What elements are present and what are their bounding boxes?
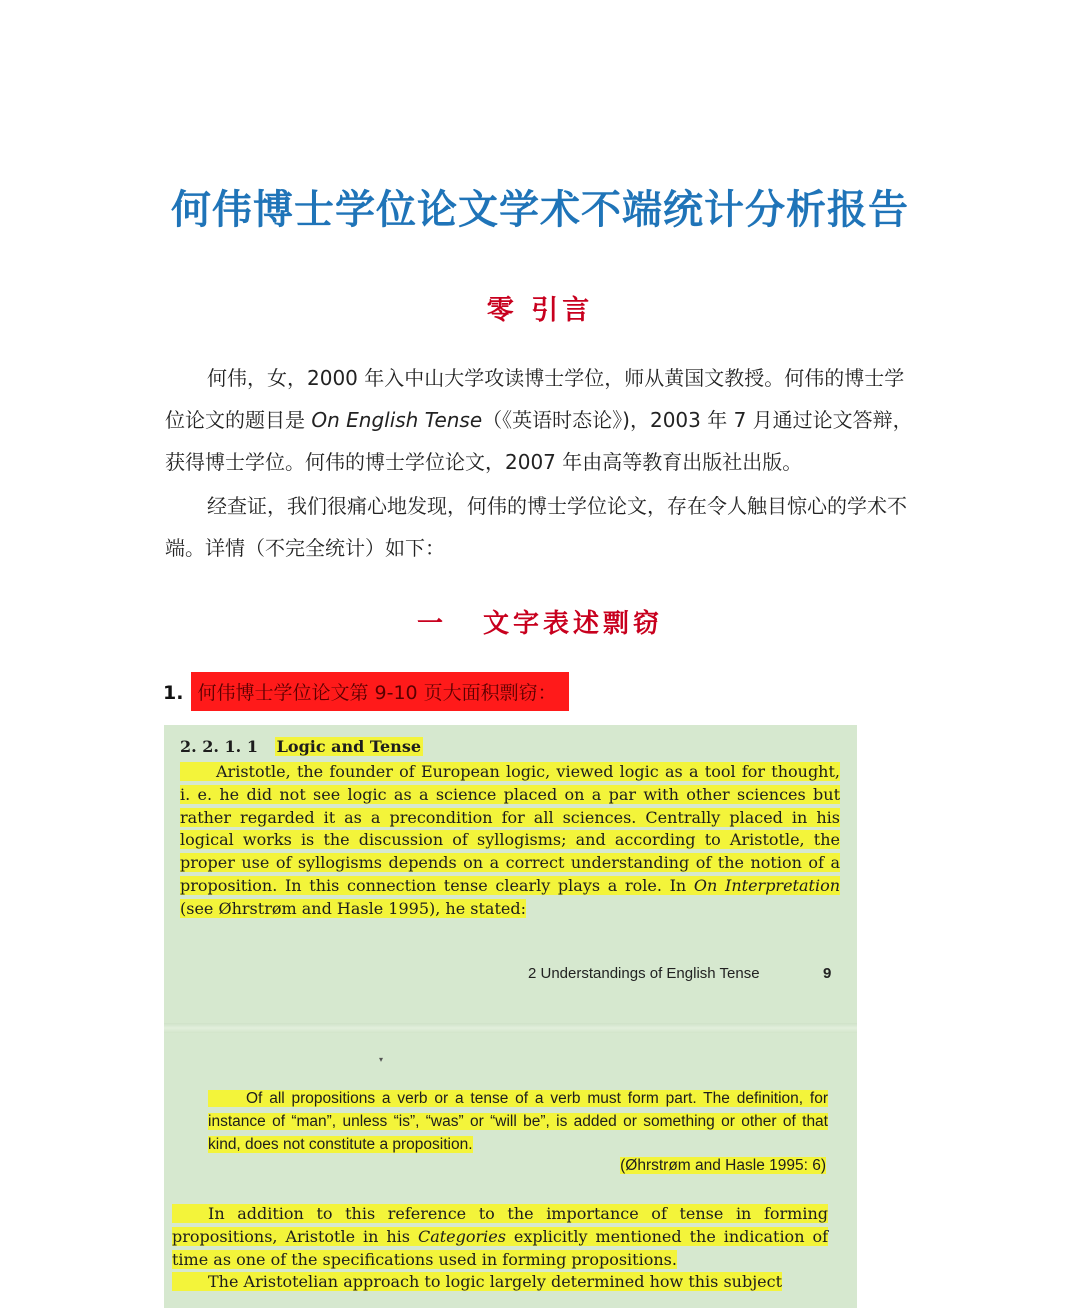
intro-text-a: 何伟，女，2000 年入中山大学攻读博士学位，师从黄国文教授。何伟的博士学位论文的题目是	[165, 366, 905, 432]
scan-page-number: 9	[823, 965, 832, 982]
page-title: 何伟博士学位论文学术不端统计分析报告	[171, 187, 909, 233]
scan-quote-text: Of all propositions a verb or a tense of a verb must form part. The definition, for instance of “man”, unless “is”, “was” or “will be”, is added or something or other of that kind, does not constitute a proposition.	[208, 1090, 828, 1153]
item-highlight-label: 何伟博士学位论文第 9-10 页大面积剽窃：	[191, 672, 568, 711]
intro-text-b: （《英语时态论》)，2003 年 7 月通过论文答辩，获得博士学位。何伟的博士学位论文，2007 年由高等教育出版社出版。	[165, 408, 913, 474]
scan-text-b: In addition to this reference to the importance of tense in forming propositions, Aristotle in his	[172, 1204, 828, 1246]
intro-paragraph-2	[165, 485, 917, 569]
scan-paragraph-1	[180, 761, 840, 921]
scan-italic-work-2: Categories	[417, 1226, 506, 1246]
section-heading-introduction: 零 引言	[486, 295, 594, 326]
list-item-1	[163, 672, 569, 711]
scan-text-c: The Aristotelian approach to logic largely determined how this subject	[172, 1272, 782, 1291]
scan-running-head: 2 Understandings of English Tense	[528, 965, 760, 982]
thesis-title-italic: On English Tense	[311, 408, 483, 432]
scanned-excerpt	[164, 725, 857, 1308]
scan-italic-work-1: On Interpretation	[693, 875, 841, 895]
item-number: 1.	[163, 682, 184, 704]
intro-text-c: 经查证，我们很痛心地发现，何伟的博士学位论文，存在令人触目惊心的学术不端。详情（不完全统计）如下：	[165, 494, 907, 560]
scan-section-heading	[180, 737, 423, 756]
scan-paragraph-2	[172, 1203, 828, 1294]
scan-text-a-end: (see Øhrstrøm and Hasle 1995), he stated:	[180, 898, 526, 918]
section-heading-plagiarism	[0, 603, 1080, 640]
scan-text-a: Aristotle, the founder of European logic, viewed logic as a tool for thought, i. e. he did not see logic as a science placed on a par with other sciences but rather regarded it as a precondition for all sciences. Centrally placed in his logical works is the discussion of syllogisms; and according to Aristotle, the proper use of syllogisms depends on a correct understanding of the notion of a proposition. In this connection tense clearly plays a role. In	[180, 762, 840, 895]
scan-section-title: Logic and Tense	[276, 737, 421, 756]
scan-text-b-end: explicitly mentioned the indication of time as one of the specifications used in forming propositions.	[172, 1226, 829, 1269]
section-number: 一	[416, 609, 447, 639]
scan-citation	[164, 1157, 826, 1175]
scan-citation-text: (Øhrstrøm and Hasle 1995: 6)	[620, 1157, 826, 1174]
page-fold-divider	[164, 1023, 857, 1033]
intro-paragraph-1	[165, 357, 917, 483]
scan-block-quote	[208, 1087, 828, 1156]
section-label: 文字表述剽窃	[483, 609, 664, 639]
scan-section-number: 2. 2. 1. 1	[180, 737, 258, 756]
scan-speck: ▾	[379, 1055, 384, 1064]
